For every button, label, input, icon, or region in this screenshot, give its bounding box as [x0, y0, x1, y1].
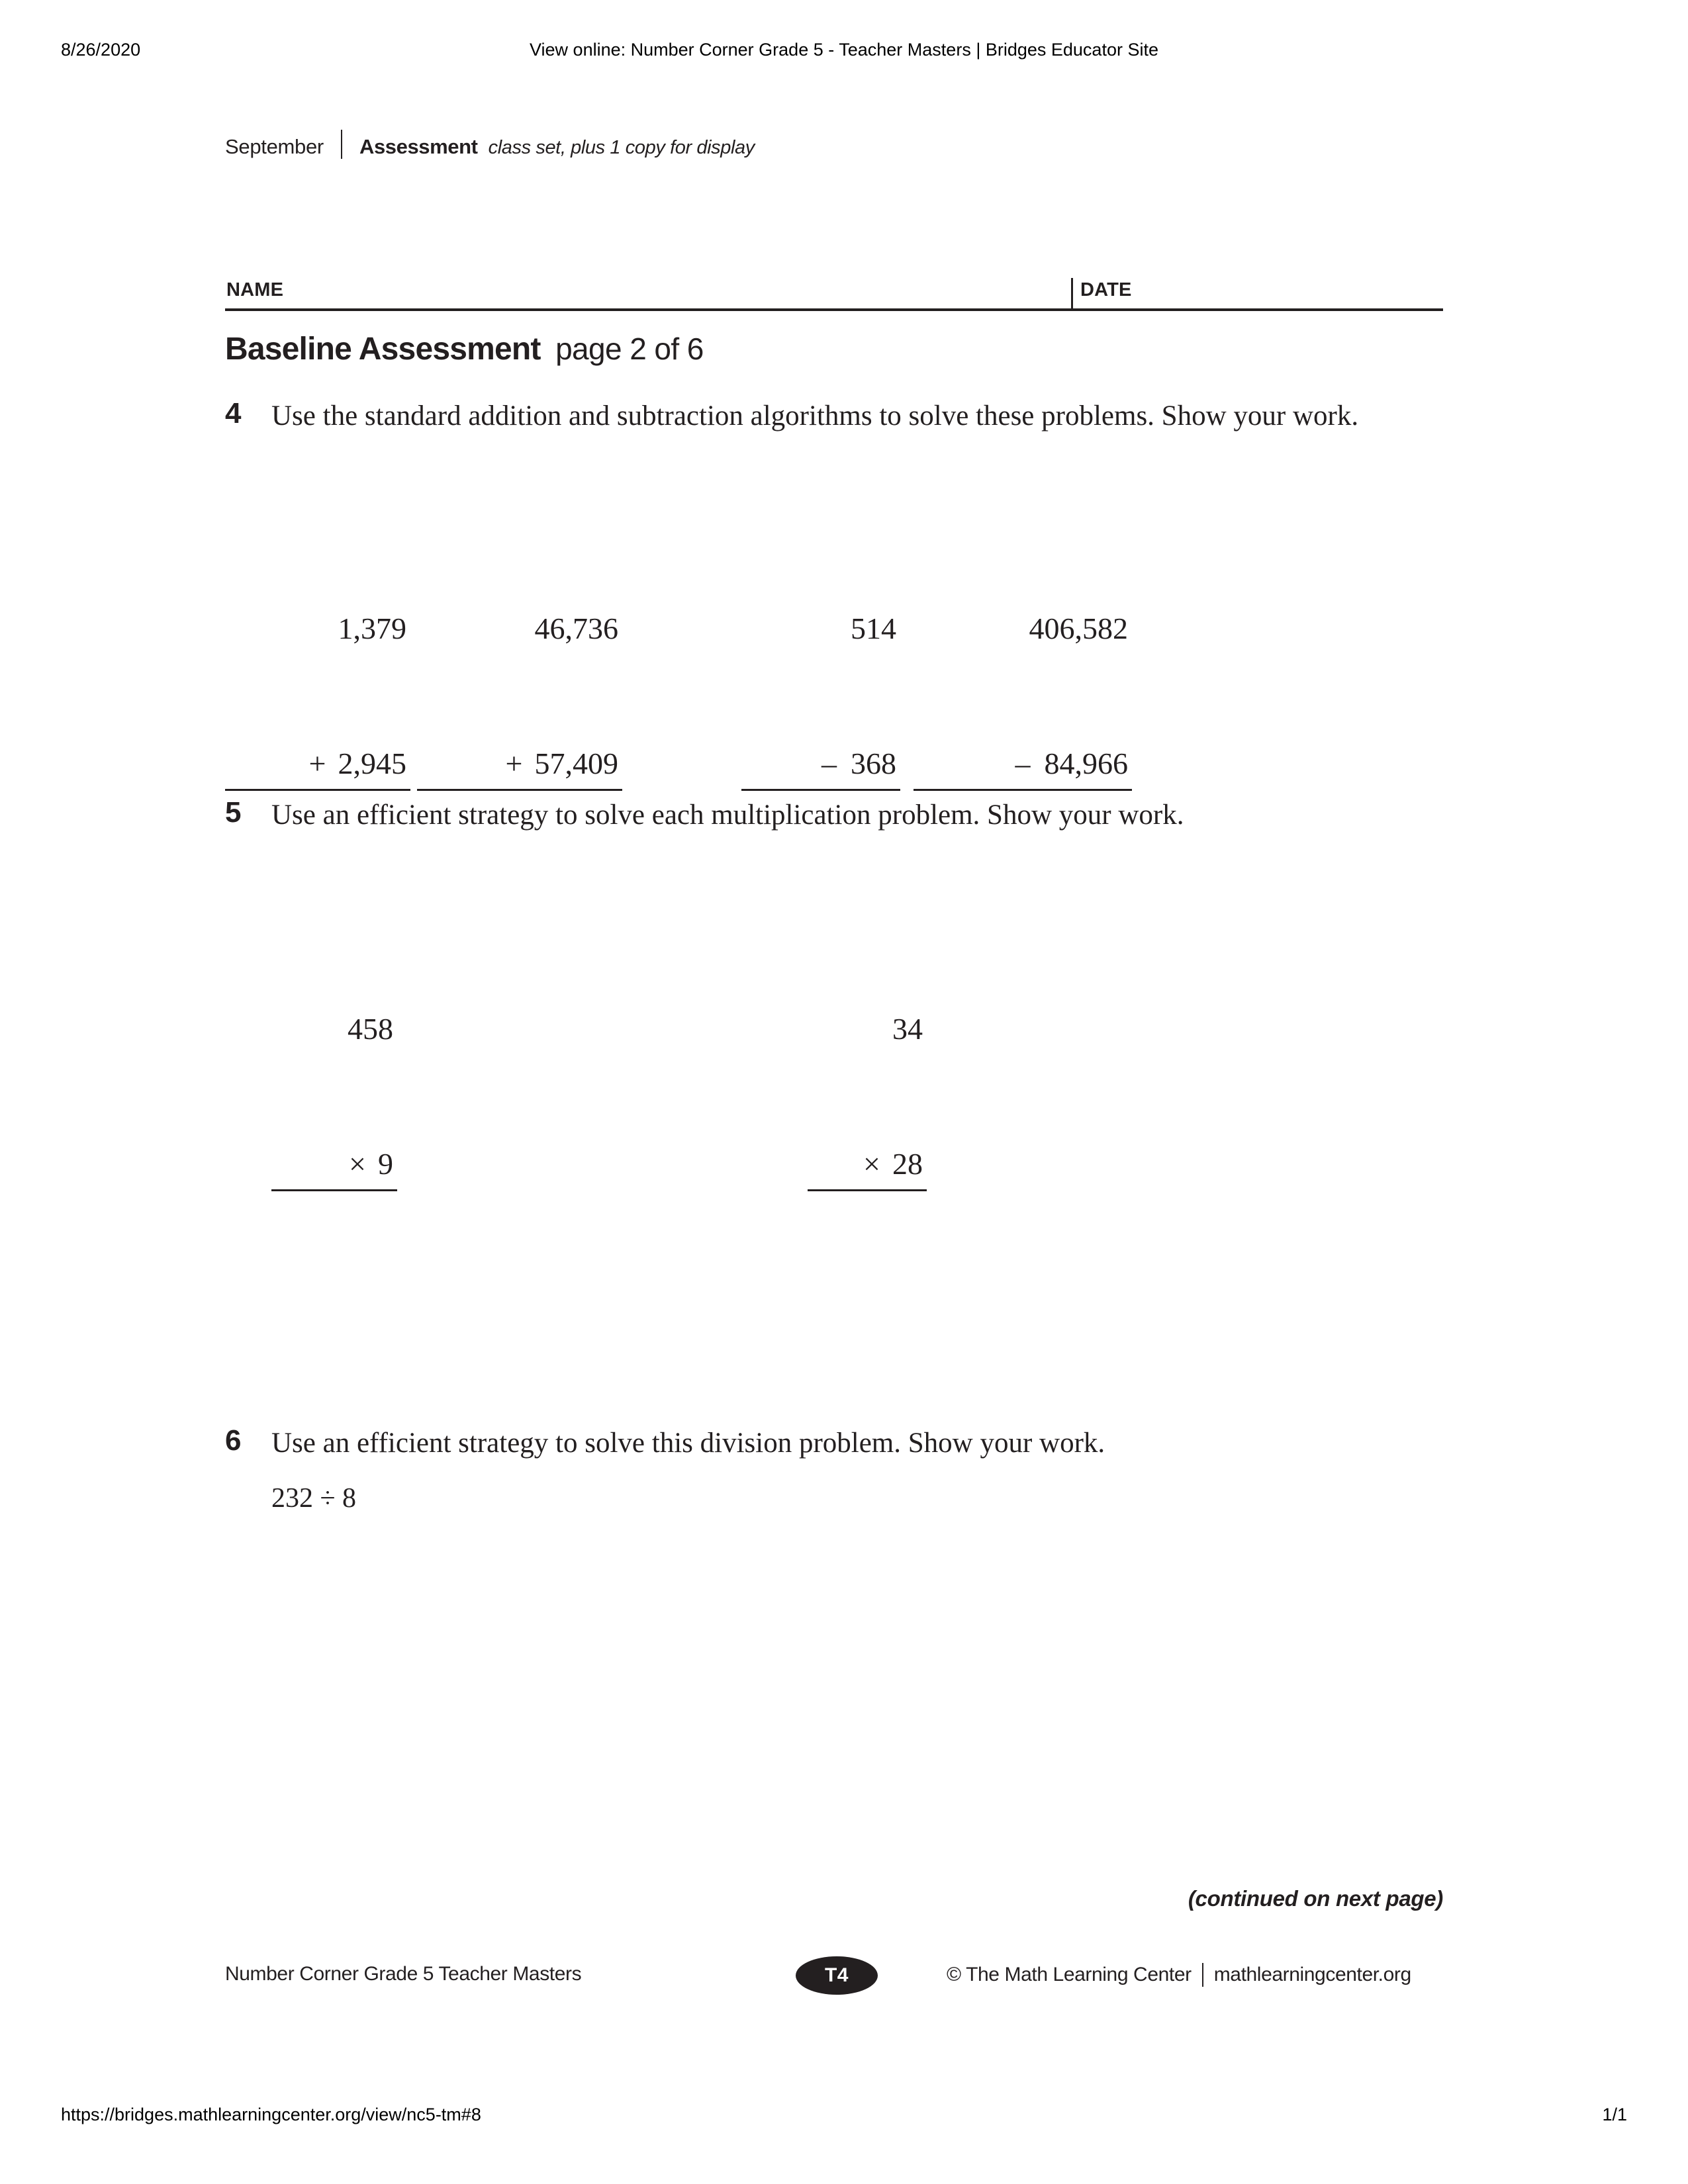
- operator-times: ×: [863, 1147, 880, 1181]
- addend-bottom-row: [225, 741, 410, 791]
- question-6-text: Use an efficient strategy to solve this division problem. Show your work.: [271, 1428, 1105, 1459]
- browser-print-footer: [0, 2105, 1688, 2131]
- operator-plus: +: [505, 747, 523, 780]
- factor-top: 34: [892, 1012, 923, 1046]
- question-6-number: 6: [225, 1424, 242, 1457]
- operator-minus: –: [821, 747, 837, 780]
- factor-top: 458: [348, 1012, 393, 1046]
- addend-bottom: 2,945: [338, 747, 406, 780]
- worksheet-page: [225, 106, 1443, 2065]
- footer-website: mathlearningcenter.org: [1213, 1964, 1411, 1985]
- running-head-note: class set, plus 1 copy for display: [488, 137, 755, 158]
- page-title-main: Baseline Assessment: [225, 332, 541, 367]
- page-badge: T4: [796, 1956, 878, 1995]
- print-page-title: View online: Number Corner Grade 5 - Teacher Masters | Bridges Educator Site: [530, 40, 1158, 60]
- footer-copyright-group: [947, 1963, 1411, 1987]
- page-title: [225, 331, 704, 367]
- name-date-divider: [1071, 278, 1073, 308]
- subtrahend: 84,966: [1044, 747, 1128, 780]
- date-label: DATE: [1080, 279, 1132, 300]
- factor-bottom-row: [271, 1142, 397, 1191]
- running-head: [225, 124, 755, 158]
- running-head-kind: Assessment: [359, 135, 478, 158]
- operator-plus: +: [308, 747, 326, 780]
- subtrahend: 368: [851, 747, 896, 780]
- subtrahend-row: [741, 741, 900, 791]
- addend-top: 1,379: [338, 612, 406, 645]
- addend-top: 46,736: [534, 612, 618, 645]
- footer-book-title: Number Corner Grade 5 Teacher Masters: [225, 1963, 582, 1985]
- operator-times: ×: [349, 1147, 366, 1181]
- minuend: 406,582: [1029, 612, 1128, 645]
- name-label: NAME: [226, 279, 284, 300]
- computation-458-times-9: [271, 917, 397, 1281]
- addend-bottom: 57,409: [534, 747, 618, 780]
- question-5-number: 5: [225, 796, 242, 829]
- operator-minus: –: [1015, 747, 1031, 780]
- computation-34-times-28: [808, 917, 927, 1281]
- factor-bottom: 9: [378, 1147, 393, 1181]
- footer-divider: [1202, 1963, 1203, 1987]
- factor-bottom-row: [808, 1142, 927, 1191]
- factor-bottom: 28: [892, 1147, 923, 1181]
- question-5-text: Use an efficient strategy to solve each multiplication problem. Show your work.: [271, 799, 1184, 831]
- footer-copyright: © The Math Learning Center: [947, 1964, 1192, 1985]
- running-head-month: September: [225, 135, 324, 158]
- minuend: 514: [851, 612, 896, 645]
- browser-print-header: [0, 40, 1688, 66]
- print-date: 8/26/2020: [61, 40, 141, 60]
- continued-note: (continued on next page): [1188, 1886, 1443, 1911]
- question-4-number: 4: [225, 397, 242, 430]
- running-head-divider: [341, 130, 342, 159]
- page-title-sub: page 2 of 6: [555, 332, 704, 366]
- print-page-number: 1/1: [1602, 2105, 1627, 2124]
- print-url: https://bridges.mathlearningcenter.org/view/nc5-tm#8: [61, 2105, 481, 2124]
- question-4-text: Use the standard addition and subtraction algorithms to solve these problems. Show your work.: [271, 400, 1359, 432]
- subtrahend-row: [914, 741, 1132, 791]
- division-expression: 232 ÷ 8: [271, 1483, 357, 1514]
- worksheet-footer: [225, 1952, 1443, 1999]
- name-date-bar: [225, 279, 1443, 311]
- addend-bottom-row: [417, 741, 622, 791]
